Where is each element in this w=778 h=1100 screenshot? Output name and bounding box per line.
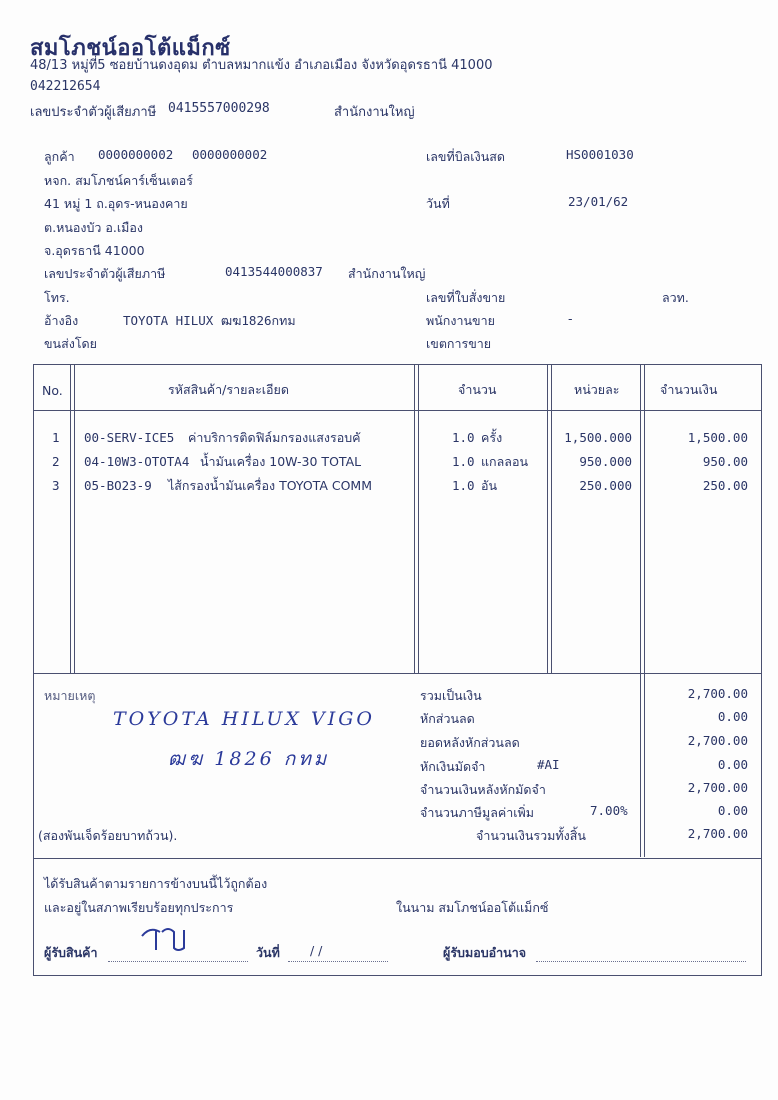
customer-tax-id: 0413544000837 (225, 264, 323, 279)
receipt-confirm-line-2: และอยู่ในสภาพเรียบร้อยทุกประการ (44, 900, 234, 915)
vat-label: จำนวนภาษีมูลค่าเพิ่ม (420, 805, 534, 820)
col-line (74, 364, 75, 673)
after-discount-label: ยอดหลังหักส่วนลด (420, 735, 520, 750)
header-divider (33, 410, 762, 411)
header-quantity: จำนวน (458, 382, 497, 397)
customer-addr-2: ต.หนองบัว อ.เมือง (44, 220, 144, 235)
header-no: No. (42, 383, 63, 398)
header-amount: จำนวนเงิน (660, 382, 718, 397)
row-qty: 1.0 (452, 430, 475, 445)
customer-addr-3: จ.อุดรธานี 41000 (44, 243, 145, 258)
customer-code-1: 0000000002 (98, 147, 174, 162)
deposit-label: หักเงินมัดจำ (420, 759, 486, 774)
col-line (414, 364, 415, 673)
customer-ship-label: ขนส่งโดย (44, 336, 97, 351)
row-no: 1 (52, 430, 60, 445)
bill-label: เลขที่บิลเงินสด (426, 149, 505, 164)
date-label: วันที่ (426, 196, 450, 211)
after-deposit-label: จำนวนเงินหลังหักมัดจำ (420, 782, 546, 797)
receipt-confirm-line-1: ได้รับสินค้าตามรายการข้างบนนี้ไว้ถูกต้อง (44, 876, 268, 891)
row-no: 2 (52, 454, 60, 469)
customer-name: หจก. สมโภชน์คาร์เซ็นเตอร์ (44, 173, 193, 188)
receiver-label: ผู้รับสินค้า (44, 945, 98, 960)
row-amount: 250.00 (702, 478, 748, 493)
sign-date-line (288, 961, 388, 962)
row-qty: 1.0 (452, 454, 475, 469)
po-label: เลขที่ใบสั่งขาย (426, 290, 506, 305)
customer-addr-1: 41 หมู่ 1 ถ.อุดร-หนองคาย (44, 196, 188, 211)
on-behalf-of: ในนาม สมโภชน์ออโต้แม็กซ์ (396, 900, 549, 915)
after-deposit-value: 2,700.00 (687, 780, 748, 795)
zone-label: เขตการขาย (426, 336, 492, 351)
row-desc: ไส้กรองน้ำมันเครื่อง TOYOTA COMM (168, 478, 372, 493)
company-name: สมโภชน์ออโต้แม็กซ์ (30, 36, 231, 61)
row-price: 250.000 (579, 478, 632, 493)
notes-label: หมายเหตุ (44, 688, 96, 703)
row-code: 05-BO23-9 (84, 478, 152, 493)
customer-ref-value: TOYOTA HILUX ฒฆ1826กทม (123, 313, 296, 328)
deposit-value: 0.00 (717, 757, 748, 772)
authorized-signature-line (536, 961, 746, 962)
handwritten-plate: ฒฆ 1826 กทม (168, 748, 330, 770)
customer-phone-label: โทร. (44, 290, 70, 305)
customer-label: ลูกค้า (44, 149, 75, 164)
items-divider (33, 673, 762, 674)
col-line (644, 364, 645, 857)
company-phone: 042212654 (30, 79, 101, 94)
sign-date-slashes: / / (310, 943, 323, 958)
total-label: รวมเป็นเงิน (420, 688, 482, 703)
sales-value: - (568, 311, 573, 326)
company-tax-label: เลขประจำตัวผู้เสียภาษี (30, 105, 157, 120)
customer-ref-label: อ้างอิง (44, 313, 79, 328)
col-line (418, 364, 419, 673)
row-unit: แกลลอน (481, 454, 528, 469)
grand-total-value: 2,700.00 (687, 826, 748, 841)
po-value: ลวท. (662, 290, 689, 305)
row-amount: 1,500.00 (687, 430, 748, 445)
amount-in-words: (สองพันเจ็ดร้อยบาทถ้วน). (38, 828, 178, 843)
col-line (551, 364, 552, 673)
row-amount: 950.00 (702, 454, 748, 469)
row-code: 04-10W3-OTOTA4 (84, 454, 190, 469)
row-unit: ครั้ง (481, 430, 503, 445)
row-unit: อัน (481, 478, 498, 493)
grand-total-label: จำนวนเงินรวมทั้งสิ้น (476, 828, 586, 843)
customer-code-2: 0000000002 (192, 147, 268, 162)
discount-value: 0.00 (717, 709, 748, 724)
receiver-signature-line (108, 961, 248, 962)
company-address: 48/13 หมู่ที่5 ซอยบ้านดงอุดม ตำบลหมากแข้ง อำเภอเมือง จังหวัดอุดรธานี 41000 (30, 58, 493, 73)
row-desc: น้ำมันเครื่อง 10W-30 TOTAL (200, 454, 362, 469)
sign-date-label: วันที่ (256, 945, 280, 960)
authorized-label: ผู้รับมอบอำนาจ (443, 945, 527, 960)
deposit-code: #AI (537, 757, 560, 772)
row-price: 950.000 (579, 454, 632, 469)
bill-number: HS0001030 (566, 147, 634, 162)
company-tax-id: 0415557000298 (168, 101, 270, 116)
date-value: 23/01/62 (568, 194, 629, 209)
row-code: 00-SERV-ICE5 (84, 430, 175, 445)
receiver-signature (138, 922, 198, 956)
col-line (70, 364, 71, 673)
header-unit-price: หน่วยละ (574, 382, 620, 397)
vat-value: 0.00 (717, 803, 748, 818)
col-line (640, 364, 641, 857)
customer-branch: สำนักงานใหญ่ (348, 266, 426, 281)
discount-label: หักส่วนลด (420, 711, 475, 726)
handwritten-model: TOYOTA HILUX VIGO (113, 708, 375, 730)
company-branch: สำนักงานใหญ่ (334, 105, 415, 120)
row-no: 3 (52, 478, 60, 493)
vat-rate: 7.00% (590, 803, 628, 818)
row-price: 1,500.000 (564, 430, 632, 445)
header-description: รหัสสินค้า/รายละเอียด (168, 382, 290, 397)
after-discount-value: 2,700.00 (687, 733, 748, 748)
row-qty: 1.0 (452, 478, 475, 493)
col-line (547, 364, 548, 673)
customer-tax-label: เลขประจำตัวผู้เสียภาษี (44, 266, 166, 281)
total-value: 2,700.00 (687, 686, 748, 701)
sales-label: พนักงานขาย (426, 313, 495, 328)
row-desc: ค่าบริการติดฟิล์มกรองแสงรอบคั (188, 430, 361, 445)
